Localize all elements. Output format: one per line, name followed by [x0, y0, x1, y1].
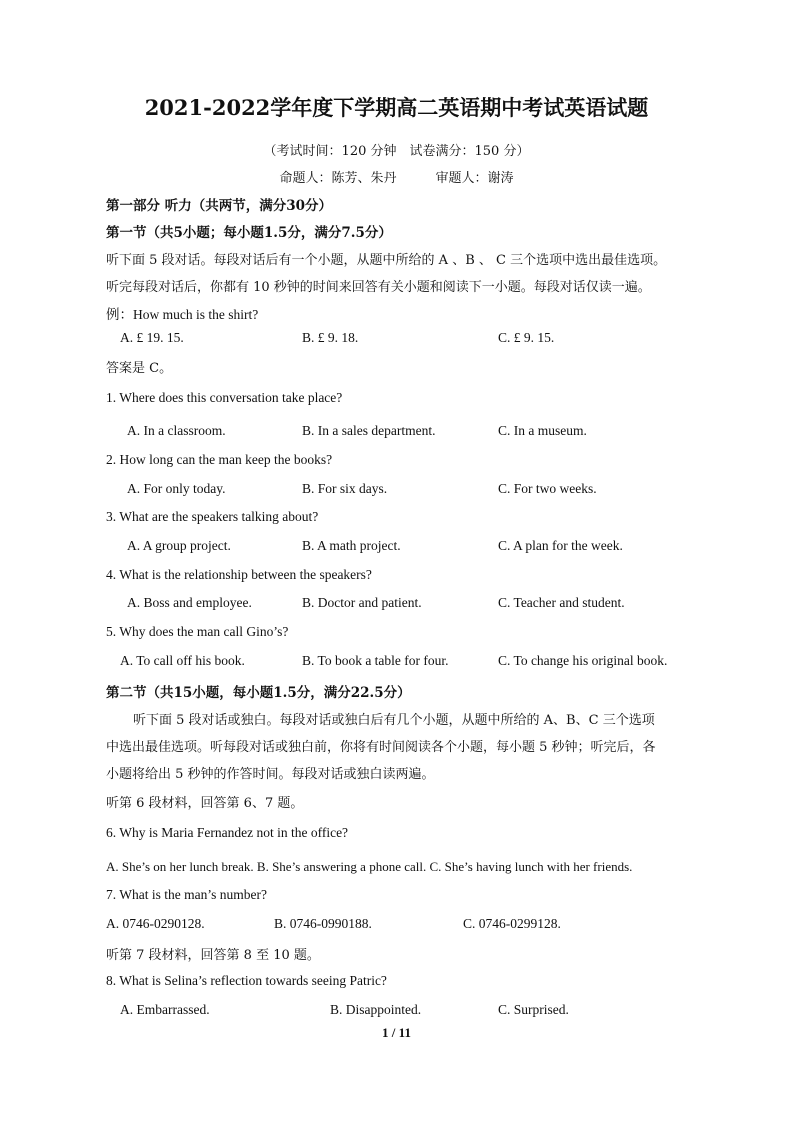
section2-instruction-line2: 中选出最佳选项。听每段对话或独白前，你将有时间阅读各个小题，每小题 5 秒钟；听完后，各 — [106, 740, 656, 755]
material-7-label: 听第 7 段材料，回答第 8 至 10 题。 — [106, 948, 320, 963]
question-7-option-c: C. 0746-0299128. — [463, 916, 561, 931]
question-8-option-b: B. Disappointed. — [330, 1002, 422, 1017]
question-7-option-b: B. 0746-0990188. — [274, 916, 372, 931]
question-4: 4. What is the relationship between the speakers? — [106, 567, 372, 582]
section2-instruction-line1: 听下面 5 段对话或独白。每段对话或独白后有几个小题，从题中所给的 A、B、C 三个选项 — [133, 713, 655, 728]
question-4-option-c: C. Teacher and student. — [498, 595, 625, 610]
section2-heading: 第二节（共15小题，每小题1.5分，满分22.5分） — [106, 685, 411, 701]
question-2-option-c: C. For two weeks. — [498, 481, 597, 496]
question-8-option-a: A. Embarrassed. — [120, 1002, 210, 1017]
question-5-option-b: B. To book a table for four. — [302, 653, 449, 668]
part1-heading: 第一部分 听力（共两节，满分30分） — [106, 198, 332, 214]
exam-authors: 命题人：陈芳、朱丹 审题人：谢涛 — [279, 171, 514, 186]
section1-instruction-line2: 听完每段对话后，你都有 10 秒钟的时间来回答有关小题和阅读下一小题。每段对话仅读一遍。 — [106, 280, 651, 295]
page-number: 1 / 11 — [382, 1025, 411, 1040]
section2-instruction-line3: 小题将给出 5 秒钟的作答时间。每段对话或独白读两遍。 — [106, 767, 435, 782]
example-question: 例：How much is the shirt? — [106, 307, 259, 322]
example-option-b: B. £ 9. 18. — [302, 330, 359, 345]
question-4-option-b: B. Doctor and patient. — [302, 595, 422, 610]
example-option-c: C. £ 9. 15. — [498, 330, 555, 345]
question-3-option-b: B. A math project. — [302, 538, 401, 553]
question-2: 2. How long can the man keep the books? — [106, 452, 333, 467]
question-1: 1. Where does this conversation take place? — [106, 390, 343, 405]
question-6: 6. Why is Maria Fernandez not in the office? — [106, 825, 349, 840]
page-title: 2021-2022学年度下学期高二英语期中考试英语试题 — [144, 95, 649, 120]
question-7: 7. What is the man’s number? — [106, 887, 267, 902]
question-8-option-c: C. Surprised. — [498, 1002, 569, 1017]
question-5-option-c: C. To change his original book. — [498, 653, 668, 668]
question-1-option-b: B. In a sales department. — [302, 423, 436, 438]
question-8: 8. What is Selina’s reflection towards seeing Patric? — [106, 973, 387, 988]
question-2-option-b: B. For six days. — [302, 481, 388, 496]
exam-time-score: （考试时间：120 分钟 试卷满分：150 分） — [263, 144, 530, 159]
question-6-options: A. She’s on her lunch break. B. She’s answering a phone call. C. She’s having lunch with her friends. — [106, 859, 633, 874]
question-2-option-a: A. For only today. — [127, 481, 226, 496]
section1-instruction-line1: 听下面 5 段对话。每段对话后有一个小题，从题中所给的 A 、B 、 C 三个选项中选出最佳选项。 — [106, 253, 667, 268]
question-3-option-a: A. A group project. — [127, 538, 231, 553]
example-option-a: A. £ 19. 15. — [120, 330, 184, 345]
question-5: 5. Why does the man call Gino’s? — [106, 624, 289, 639]
question-4-option-a: A. Boss and employee. — [127, 595, 252, 610]
question-5-option-a: A. To call off his book. — [120, 653, 245, 668]
material-6-label: 听第 6 段材料，回答第 6、7 题。 — [106, 796, 304, 811]
question-7-option-a: A. 0746-0290128. — [106, 916, 205, 931]
question-3: 3. What are the speakers talking about? — [106, 509, 319, 524]
question-1-option-c: C. In a museum. — [498, 423, 587, 438]
question-1-option-a: A. In a classroom. — [127, 423, 226, 438]
question-3-option-c: C. A plan for the week. — [498, 538, 623, 553]
section1-heading: 第一节（共5小题；每小题1.5分，满分7.5分） — [106, 225, 392, 241]
example-answer: 答案是 C。 — [106, 361, 173, 376]
